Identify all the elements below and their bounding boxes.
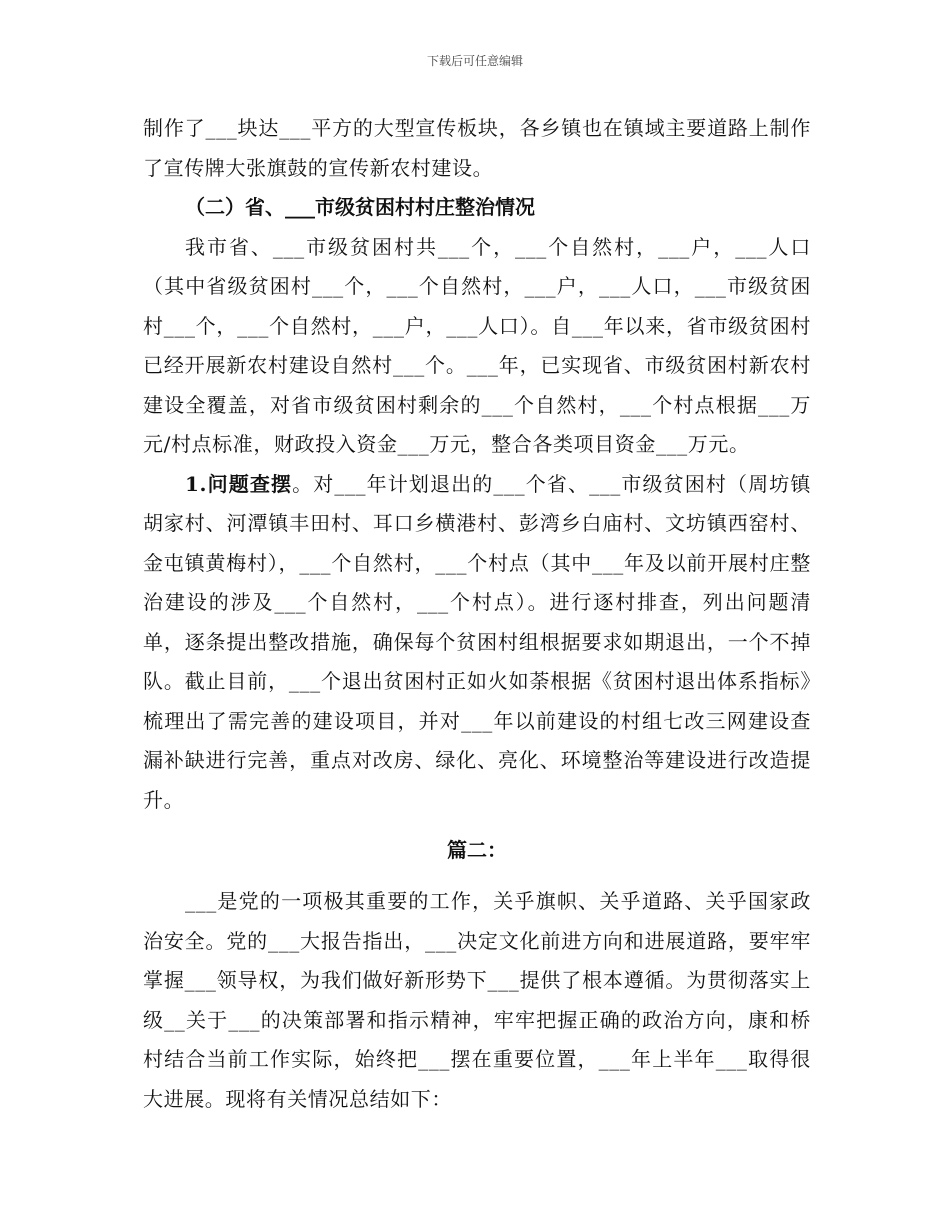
document-body xyxy=(143,109,811,1119)
section-title-part-two: 篇二： xyxy=(447,838,507,862)
page-header: 下载后可任意编辑 xyxy=(426,54,523,68)
paragraph-part-two-intro: ___是党的一项极其重要的工作，关乎旗帜、关乎道路、关乎国家政治安全。党的___大报告指出，___决定文化前进方向和进展道路，要牢牢掌握___领导权，为我们做好新形势下___提供了根本遵循。为贯彻落实上级__关于___的决策部署和指示精神，牢牢把握正确的政治方向，康和桥村结合当前工作实际，始终把___摆在重要位置，___年上半年___取得很大进展。现将有关情况总结如下： xyxy=(143,889,811,1111)
problem-check-body: 。对___年计划退出的___个省、___市级贫困村（周坊镇胡家村、河潭镇丰田村、耳口乡横港村、彭湾乡白庙村、文坊镇西窑村、金屯镇黄梅村），___个自然村，___个村点（其中___年及以前开展村庄整治建设的涉及___个自然村，___个村点）。进行逐村排查，列出问题清单，逐条提出整改措施，确保每个贫困村组根据要求如期退出，一个不掉队。截止目前，___个退出贫困村正如火如荼根据《贫困村退出体系指标》梳理出了需完善的建设项目，并对___年以前建设的村组七改三网建设查漏补缺进行完善，重点对改房、绿化、亮化、环境整治等建设进行改造提升。 xyxy=(143,471,811,812)
paragraph-problem-check xyxy=(143,465,811,821)
paragraph-poor-villages: 我市省、___市级贫困村共___个，___个自然村，___户，___人口（其中省级贫困村___个，___个自然村，___户，___人口，___市级贫困村___个，___个自然村，___户，___人口）。自___年以来，省市级贫困村已经开展新农村建设自然村___个。___年，已实现省、市级贫困村新农村建设全覆盖，对省市级贫困村剩余的___个自然村，___个村点根据___万元/村点标准，财政投入资金___万元，整合各类项目资金___万元。 xyxy=(143,234,811,456)
paragraph-publicity: 制作了___块达___平方的大型宣传板块，各乡镇也在镇域主要道路上制作了宣传牌大张旗鼓的宣传新农村建设。 xyxy=(143,116,811,180)
problem-check-label: 1.问题查摆 xyxy=(185,471,293,496)
subheading-poor-villages: （二）省、___市级贫困村村庄整治情况 xyxy=(185,195,535,219)
